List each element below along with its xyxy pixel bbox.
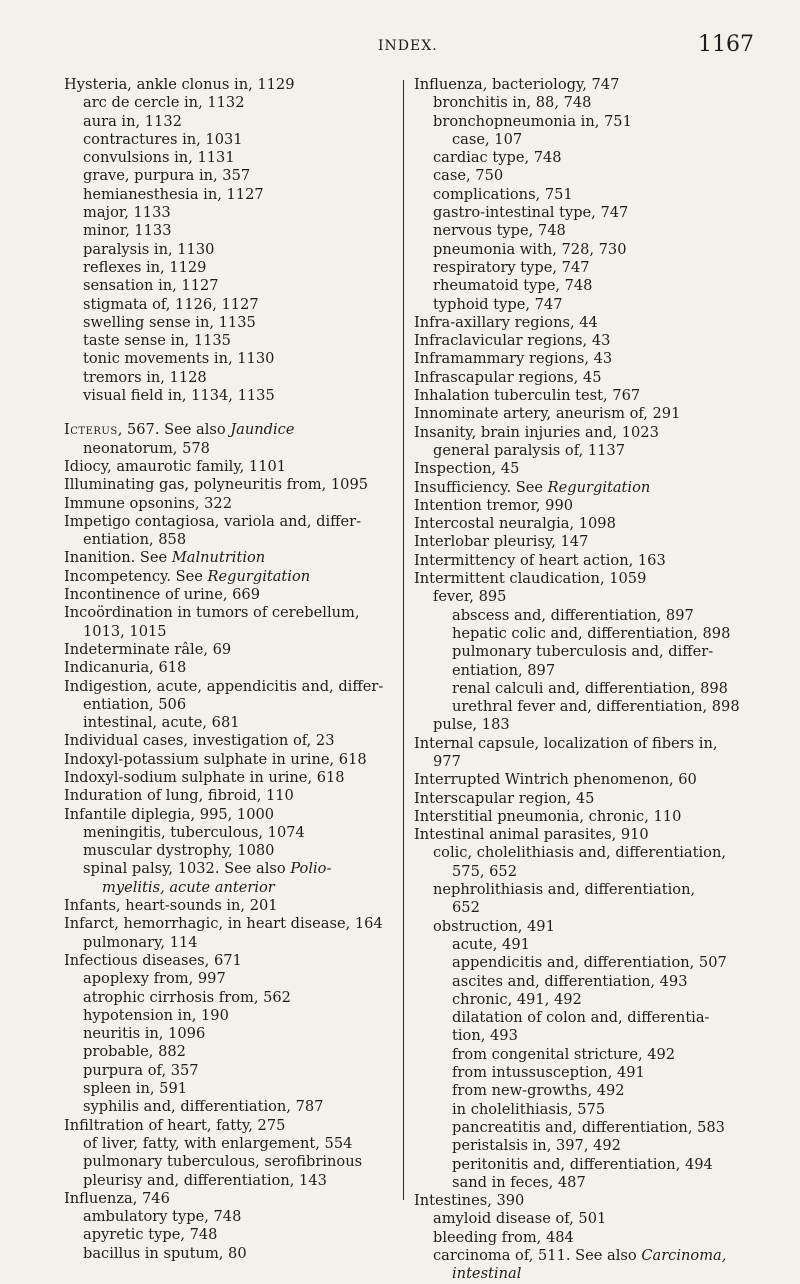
entry-text: swelling sense in, 1135 <box>83 313 256 331</box>
index-subentry <box>414 918 764 936</box>
index-subentry <box>414 954 764 972</box>
entry-text: Illuminating gas, polyneuritis from, 1095 <box>64 476 369 494</box>
index-subentry <box>64 149 394 167</box>
index-entry <box>414 424 764 442</box>
entry-text: Inspection, 45 <box>414 460 520 478</box>
index-entry <box>64 568 394 586</box>
index-entry <box>64 458 394 476</box>
index-entry <box>64 897 394 915</box>
index-subentry <box>414 277 764 295</box>
entry-text: Infra-axillary regions, 44 <box>414 313 598 331</box>
index-entry <box>414 533 764 551</box>
index-subentry <box>414 1046 764 1064</box>
index-entry <box>414 314 764 332</box>
index-subentry <box>414 259 764 277</box>
index-subentry <box>64 94 394 112</box>
entry-text: Intermittent claudication, 1059 <box>414 570 647 588</box>
entry-text: gastro-intestinal type, 747 <box>433 204 629 222</box>
entry-text: meningitis, tuberculous, 1074 <box>83 823 305 841</box>
entry-text: Interlobar pleurisy, 147 <box>414 533 589 551</box>
entry-text: bacillus in sputum, 80 <box>83 1244 247 1262</box>
entry-text: Infants, heart-sounds in, 201 <box>64 897 278 915</box>
index-subentry <box>64 131 394 149</box>
entry-text: Insufficiency. See <box>414 478 548 496</box>
entry-heading: Icterus <box>64 421 118 439</box>
entry-text: Internal capsule, localization of fibers in, <box>414 734 718 752</box>
entry-text: Infrascapular regions, 45 <box>414 368 602 386</box>
entry-text: Indoxyl-sodium sulphate in urine, 618 <box>64 768 345 786</box>
entry-text: respiratory type, 747 <box>433 258 590 276</box>
index-subentry <box>64 1062 394 1080</box>
index-entry <box>64 751 394 769</box>
entry-text: apoplexy from, 997 <box>83 970 226 988</box>
index-subentry <box>414 973 764 991</box>
page-header <box>0 32 800 62</box>
index-entry <box>64 659 394 677</box>
cross-reference: Regurgitation <box>207 567 311 585</box>
entry-text: visual field in, 1134, 1135 <box>83 387 275 405</box>
index-subentry <box>64 1025 394 1043</box>
index-entry <box>414 570 764 588</box>
index-subentry <box>64 879 394 897</box>
page-number: 1167 <box>698 32 754 57</box>
entry-text: peritonitis and, differentiation, 494 <box>452 1155 713 1173</box>
index-subentry <box>64 1043 394 1061</box>
index-subentry <box>414 1265 764 1283</box>
entry-text: , 567. See also <box>117 421 231 439</box>
index-subentry <box>414 625 764 643</box>
entry-text: case, 107 <box>452 130 523 148</box>
entry-text: typhoid type, 747 <box>433 295 563 313</box>
entry-text: in cholelithiasis, 575 <box>452 1100 606 1118</box>
entry-text: Incontinence of urine, 669 <box>64 586 260 604</box>
entry-text: Interrupted Wintrich phenomenon, 60 <box>414 771 697 789</box>
index-subentry <box>64 314 394 332</box>
index-subentry <box>414 204 764 222</box>
index-subentry <box>64 259 394 277</box>
entry-text: Immune opsonins, 322 <box>64 494 233 512</box>
entry-text: spleen in, 591 <box>83 1080 188 1098</box>
entry-text: hepatic colic and, differentiation, 898 <box>452 624 731 642</box>
index-subentry <box>414 1119 764 1137</box>
entry-text: probable, 882 <box>83 1043 186 1061</box>
index-entry <box>64 495 394 513</box>
entry-text: spinal palsy, 1032. See also <box>83 860 291 878</box>
index-subentry <box>64 531 394 549</box>
entry-text: ascites and, differentiation, 493 <box>452 972 688 990</box>
entry-text: purpura of, 357 <box>83 1061 199 1079</box>
index-entry <box>414 735 764 753</box>
entry-text: sensation in, 1127 <box>83 277 219 295</box>
entry-text: amyloid disease of, 501 <box>433 1210 607 1228</box>
entry-text: colic, cholelithiasis and, differentiation, <box>433 844 726 862</box>
entry-text: aura in, 1132 <box>83 112 182 130</box>
index-subentry <box>414 113 764 131</box>
index-entry <box>414 826 764 844</box>
index-subentry <box>64 440 394 458</box>
entry-text: Intention tremor, 990 <box>414 496 574 514</box>
entry-text: tonic movements in, 1130 <box>83 350 275 368</box>
entry-text: from intussusception, 491 <box>452 1064 645 1082</box>
entry-text: of liver, fatty, with enlargement, 554 <box>83 1134 353 1152</box>
entry-text: urethral fever and, differentiation, 898 <box>452 698 740 716</box>
index-subentry <box>414 167 764 185</box>
index-subentry <box>414 222 764 240</box>
index-entry <box>64 787 394 805</box>
index-subentry <box>64 1080 394 1098</box>
entry-text: Influenza, 746 <box>64 1189 170 1207</box>
entry-text: Inanition. See <box>64 549 172 567</box>
entry-text: peristalsis in, 397, 492 <box>452 1137 621 1155</box>
entry-text: Insanity, brain injuries and, 1023 <box>414 423 659 441</box>
entry-text: arc de cercle in, 1132 <box>83 94 245 112</box>
index-subentry <box>414 991 764 1009</box>
entry-text: 575, 652 <box>452 862 517 880</box>
entry-text: Intestinal animal parasites, 910 <box>414 826 649 844</box>
index-subentry <box>64 332 394 350</box>
entry-text: Infantile diplegia, 995, 1000 <box>64 805 275 823</box>
index-subentry <box>414 1210 764 1228</box>
index-entry <box>64 1117 394 1135</box>
entry-text: Infiltration of heart, fatty, 275 <box>64 1116 286 1134</box>
index-entry <box>64 678 394 696</box>
index-entry <box>414 1192 764 1210</box>
entry-text: Intercostal neuralgia, 1098 <box>414 515 616 533</box>
index-subentry <box>414 881 764 899</box>
index-entry <box>414 808 764 826</box>
index-subentry <box>414 1174 764 1192</box>
entry-text: Intestines, 390 <box>414 1192 525 1210</box>
index-subentry <box>414 716 764 734</box>
entry-text: bronchitis in, 88, 748 <box>433 94 592 112</box>
entry-text: Individual cases, investigation of, 23 <box>64 732 335 750</box>
index-entry <box>414 552 764 570</box>
index-subentry <box>414 186 764 204</box>
entry-text: tremors in, 1128 <box>83 368 207 386</box>
index-column-right <box>414 76 764 1284</box>
index-subentry <box>414 863 764 881</box>
entry-text: ambulatory type, 748 <box>83 1208 242 1226</box>
index-subentry <box>414 296 764 314</box>
entry-text: from congenital stricture, 492 <box>452 1045 676 1063</box>
index-entry <box>414 497 764 515</box>
entry-text: Interstitial pneumonia, chronic, 110 <box>414 807 682 825</box>
index-subentry <box>414 936 764 954</box>
index-subentry <box>64 1245 394 1263</box>
index-subentry <box>414 1009 764 1027</box>
index-entry <box>64 604 394 622</box>
index-subentry <box>64 1208 394 1226</box>
cross-reference: intestinal <box>452 1265 522 1283</box>
cross-reference: Regurgitation <box>547 478 651 496</box>
entry-text: Impetigo contagiosa, variola and, differ- <box>64 512 362 530</box>
index-entry <box>414 405 764 423</box>
index-subentry <box>64 970 394 988</box>
entry-text: bronchopneumonia in, 751 <box>433 112 632 130</box>
entry-text: rheumatoid type, 748 <box>433 277 593 295</box>
index-entry <box>414 771 764 789</box>
index-subentry <box>64 387 394 405</box>
column-divider <box>403 80 404 1200</box>
index-subentry <box>64 714 394 732</box>
index-subentry <box>414 442 764 460</box>
entry-text: hypotension in, 190 <box>83 1006 229 1024</box>
index-entry <box>414 790 764 808</box>
index-subentry <box>414 1247 764 1265</box>
entry-text: pleurisy and, differentiation, 143 <box>83 1171 327 1189</box>
entry-text: sand in feces, 487 <box>452 1173 586 1191</box>
entry-text: nephrolithiasis and, differentiation, <box>433 881 696 899</box>
index-entry <box>414 460 764 478</box>
index-subentry <box>64 1135 394 1153</box>
entry-text: Influenza, bacteriology, 747 <box>414 76 620 93</box>
index-subentry <box>64 842 394 860</box>
entry-text: pulmonary tuberculosis and, differ- <box>452 643 714 661</box>
entry-text: Induration of lung, fibroid, 110 <box>64 787 294 805</box>
index-subentry <box>414 698 764 716</box>
cross-reference: Carcinoma, <box>641 1247 727 1264</box>
entry-text: atrophic cirrhosis from, 562 <box>83 988 291 1006</box>
index-subentry <box>64 1172 394 1190</box>
entry-text: pulse, 183 <box>433 716 510 734</box>
cross-reference: Polio- <box>290 860 332 878</box>
entry-text: 1013, 1015 <box>83 622 167 640</box>
index-entry <box>414 76 764 94</box>
index-entry <box>64 1190 394 1208</box>
index-subentry <box>64 369 394 387</box>
index-subentry <box>64 186 394 204</box>
index-subentry <box>64 623 394 641</box>
index-subentry <box>414 753 764 771</box>
index-subentry <box>64 204 394 222</box>
entry-text: entiation, 858 <box>83 531 187 549</box>
index-subentry <box>414 241 764 259</box>
entry-text: major, 1133 <box>83 204 171 222</box>
entry-text: Incoördination in tumors of cerebellum, <box>64 604 360 622</box>
index-subentry <box>414 643 764 661</box>
entry-text: 652 <box>452 899 480 917</box>
index-entry <box>64 476 394 494</box>
entry-text: pancreatitis and, differentiation, 583 <box>452 1118 725 1136</box>
entry-text: obstruction, 491 <box>433 917 555 935</box>
index-subentry <box>64 989 394 1007</box>
index-entry <box>64 806 394 824</box>
entry-text: grave, purpura in, 357 <box>83 167 251 185</box>
running-title: INDEX. <box>378 38 438 54</box>
index-subentry <box>414 1229 764 1247</box>
entry-text: pulmonary tuberculous, serofibrinous <box>83 1153 363 1171</box>
entry-text: paralysis in, 1130 <box>83 240 215 258</box>
entry-text: Interscapular region, 45 <box>414 789 595 807</box>
index-entry <box>64 586 394 604</box>
index-entry <box>414 350 764 368</box>
index-subentry <box>414 588 764 606</box>
entry-text: Indicanuria, 618 <box>64 659 187 677</box>
entry-text: Innominate artery, aneurism of, 291 <box>414 405 681 423</box>
cross-reference: Jaundice <box>230 421 295 439</box>
index-subentry <box>414 899 764 917</box>
entry-text: from new-growths, 492 <box>452 1082 625 1100</box>
index-subentry <box>64 1007 394 1025</box>
entry-text: reflexes in, 1129 <box>83 258 207 276</box>
index-subentry <box>64 350 394 368</box>
entry-text: acute, 491 <box>452 935 530 953</box>
index-entry <box>414 515 764 533</box>
entry-text: muscular dystrophy, 1080 <box>83 842 275 860</box>
index-subentry <box>414 1101 764 1119</box>
index-subentry <box>64 1153 394 1171</box>
index-entry <box>414 369 764 387</box>
entry-text: neonatorum, 578 <box>83 439 210 457</box>
entry-text: 977 <box>433 752 461 770</box>
index-entry <box>414 479 764 497</box>
index-subentry <box>64 860 394 878</box>
entry-text: neuritis in, 1096 <box>83 1025 206 1043</box>
index-entry <box>64 732 394 750</box>
entry-text: entiation, 897 <box>452 661 556 679</box>
index-subentry <box>414 680 764 698</box>
index-entry <box>64 513 394 531</box>
index-subentry <box>64 1098 394 1116</box>
index-subentry <box>414 149 764 167</box>
entry-text: Indoxyl-potassium sulphate in urine, 618 <box>64 750 367 768</box>
entry-text: entiation, 506 <box>83 695 187 713</box>
index-subentry <box>414 1064 764 1082</box>
entry-text: Intermittency of heart action, 163 <box>414 551 666 569</box>
index-entry <box>64 769 394 787</box>
index-entry <box>64 549 394 567</box>
entry-text: apyretic type, 748 <box>83 1226 218 1244</box>
index-subentry <box>64 113 394 131</box>
entry-text: appendicitis and, differentiation, 507 <box>452 954 727 972</box>
index-subentry <box>414 607 764 625</box>
index-subentry <box>64 296 394 314</box>
index-subentry <box>64 696 394 714</box>
index-subentry <box>414 1156 764 1174</box>
entry-text: Infraclavicular regions, 43 <box>414 332 611 350</box>
entry-text: Infarct, hemorrhagic, in heart disease, 164 <box>64 915 383 933</box>
index-subentry <box>414 662 764 680</box>
entry-text: general paralysis of, 1137 <box>433 441 625 459</box>
index-entry <box>64 421 394 439</box>
index-subentry <box>64 241 394 259</box>
entry-text: nervous type, 748 <box>433 222 566 240</box>
entry-text: case, 750 <box>433 167 504 185</box>
entry-text: stigmata of, 1126, 1127 <box>83 295 259 313</box>
entry-text: Inhalation tuberculin test, 767 <box>414 387 641 405</box>
index-subentry <box>64 1226 394 1244</box>
index-subentry <box>64 222 394 240</box>
entry-text: taste sense in, 1135 <box>83 332 231 350</box>
entry-text: pulmonary, 114 <box>83 933 198 951</box>
index-subentry <box>64 167 394 185</box>
entry-text: minor, 1133 <box>83 222 172 240</box>
index-entry <box>64 641 394 659</box>
index-entry <box>64 76 394 94</box>
cross-reference: myelitis, acute anterior <box>102 878 275 896</box>
index-subentry <box>64 277 394 295</box>
entry-text: Incompetency. See <box>64 567 208 585</box>
entry-text: Infectious diseases, 671 <box>64 951 242 969</box>
entry-text: chronic, 491, 492 <box>452 990 582 1008</box>
index-entry <box>414 387 764 405</box>
entry-text: fever, 895 <box>433 588 507 606</box>
entry-text: bleeding from, 484 <box>433 1228 574 1246</box>
index-entry <box>64 952 394 970</box>
entry-text: dilatation of colon and, differentia- <box>452 1009 710 1027</box>
entry-text: pneumonia with, 728, 730 <box>433 240 627 258</box>
cross-reference: Malnutrition <box>171 549 266 567</box>
index-subentry <box>414 1082 764 1100</box>
entry-text: renal calculi and, differentiation, 898 <box>452 679 728 697</box>
index-subentry <box>414 94 764 112</box>
index-subentry <box>414 1027 764 1045</box>
entry-text: syphilis and, differentiation, 787 <box>83 1098 324 1116</box>
index-entry <box>64 915 394 933</box>
entry-text: Indeterminate râle, 69 <box>64 640 232 658</box>
entry-text: Idiocy, amaurotic family, 1101 <box>64 457 287 475</box>
entry-text: Hysteria, ankle clonus in, 1129 <box>64 76 295 93</box>
index-subentry <box>414 131 764 149</box>
index-entry <box>414 332 764 350</box>
entry-text: abscess and, differentiation, 897 <box>452 606 694 624</box>
entry-text: hemianesthesia in, 1127 <box>83 185 264 203</box>
index-column-left <box>64 76 394 1263</box>
index-subentry <box>64 824 394 842</box>
entry-spacer <box>64 405 394 421</box>
entry-text: complications, 751 <box>433 185 573 203</box>
index-subentry <box>64 934 394 952</box>
index-subentry <box>414 844 764 862</box>
entry-text: Inframammary regions, 43 <box>414 350 613 368</box>
entry-text: carcinoma of, 511. See also <box>433 1247 642 1264</box>
entry-text: convulsions in, 1131 <box>83 149 235 167</box>
index-subentry <box>414 1137 764 1155</box>
entry-text: tion, 493 <box>452 1027 518 1045</box>
entry-text: Indigestion, acute, appendicitis and, differ- <box>64 677 384 695</box>
entry-text: cardiac type, 748 <box>433 149 562 167</box>
entry-text: contractures in, 1031 <box>83 130 243 148</box>
entry-text: intestinal, acute, 681 <box>83 714 240 732</box>
